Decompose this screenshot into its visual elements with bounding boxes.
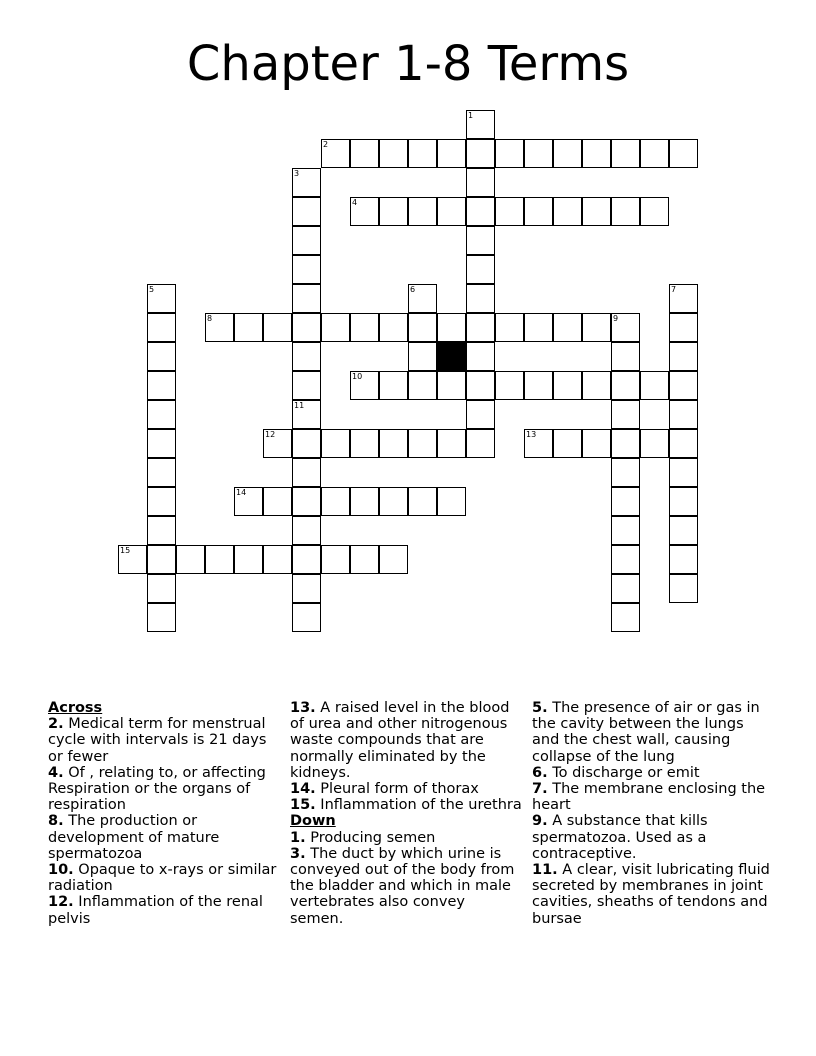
clue-number: 1 [468, 111, 474, 120]
grid-cell[interactable] [669, 429, 698, 458]
grid-cell[interactable] [553, 139, 582, 168]
clue-number: 4 [352, 198, 358, 207]
grid-cell[interactable] [611, 545, 640, 574]
down-header: Down [290, 813, 336, 830]
grid-cell[interactable] [292, 603, 321, 632]
grid-cell[interactable] [350, 371, 379, 400]
grid-cell[interactable] [292, 371, 321, 400]
grid-cell[interactable] [205, 313, 234, 342]
grid-cell[interactable] [669, 458, 698, 487]
grid-cell[interactable] [669, 284, 698, 313]
grid-cell[interactable] [263, 487, 292, 516]
grid-cell[interactable] [292, 516, 321, 545]
clue-down-11: 11. A clear, visit lubricating fluid secreted by membranes in joint cavities, sheaths of tendons and bursae [532, 862, 770, 927]
grid-cell[interactable] [611, 574, 640, 603]
grid-cell[interactable] [147, 603, 176, 632]
grid-cell[interactable] [147, 516, 176, 545]
grid-cell[interactable] [611, 487, 640, 516]
grid-cell[interactable] [495, 139, 524, 168]
grid-cell[interactable] [437, 313, 466, 342]
grid-cell[interactable] [466, 400, 495, 429]
grid-cell[interactable] [408, 139, 437, 168]
grid-cell[interactable] [379, 197, 408, 226]
grid-cell[interactable] [379, 371, 408, 400]
grid-cell[interactable] [466, 139, 495, 168]
grid-cell[interactable] [524, 313, 553, 342]
clue-down-5: 5. The presence of air or gas in the cavity between the lungs and the chest wall, causing collapse of the lung [532, 700, 760, 765]
grid-cell[interactable] [147, 371, 176, 400]
clues-column-2 [290, 700, 522, 927]
grid-cell[interactable] [669, 313, 698, 342]
grid-cell[interactable] [176, 545, 205, 574]
grid-cell[interactable] [408, 429, 437, 458]
grid-cell[interactable] [292, 487, 321, 516]
grid-cell[interactable] [611, 371, 640, 400]
grid-cell[interactable] [147, 342, 176, 371]
clue-number: 11 [294, 401, 305, 410]
clue-number: 3 [294, 169, 300, 178]
grid-cell[interactable] [321, 429, 350, 458]
grid-cell[interactable] [321, 487, 350, 516]
grid-cell[interactable] [524, 371, 553, 400]
grid-cell[interactable] [466, 284, 495, 313]
grid-cell[interactable] [466, 313, 495, 342]
grid-cell[interactable] [466, 429, 495, 458]
grid-cell[interactable] [147, 400, 176, 429]
grid-cell[interactable] [408, 487, 437, 516]
grid-cell[interactable] [263, 429, 292, 458]
grid-cell[interactable] [495, 371, 524, 400]
grid-cell[interactable] [379, 313, 408, 342]
grid-cell[interactable] [524, 429, 553, 458]
grid-cell[interactable] [669, 139, 698, 168]
grid-cell[interactable] [408, 197, 437, 226]
grid-cell[interactable] [263, 545, 292, 574]
grid-cell[interactable] [437, 139, 466, 168]
grid-cell[interactable] [350, 429, 379, 458]
clue-across-4: 4. Of , relating to, or affecting Respiration or the organs of respiration [48, 764, 266, 814]
clue-down-7: 7. The membrane enclosing the heart [532, 781, 766, 814]
across-header: Across [48, 700, 103, 716]
clue-number: 7 [671, 285, 677, 294]
grid-cell[interactable] [205, 545, 234, 574]
grid-cell[interactable] [350, 197, 379, 226]
grid-cell[interactable] [118, 545, 147, 574]
grid-cell[interactable] [466, 168, 495, 197]
grid-cell[interactable] [437, 487, 466, 516]
grid-cell[interactable] [524, 139, 553, 168]
grid-cell[interactable] [437, 429, 466, 458]
grid-cell[interactable] [669, 400, 698, 429]
grid-cell[interactable] [495, 197, 524, 226]
grid-cell[interactable] [669, 342, 698, 371]
grid-cell[interactable] [611, 603, 640, 632]
grid-cell[interactable] [292, 458, 321, 487]
grid-cell[interactable] [640, 371, 669, 400]
grid-cell[interactable] [147, 545, 176, 574]
grid-cell[interactable] [292, 574, 321, 603]
clue-down-6: 6. To discharge or emit [532, 764, 700, 781]
grid-cell[interactable] [350, 545, 379, 574]
grid-cell[interactable] [466, 255, 495, 284]
grid-cell[interactable] [582, 371, 611, 400]
grid-cell[interactable] [611, 139, 640, 168]
grid-cell[interactable] [553, 313, 582, 342]
clue-across-15: 15. Inflammation of the urethra [290, 797, 522, 814]
grid-cell[interactable] [466, 371, 495, 400]
clue-number: 8 [207, 314, 213, 323]
clue-down-9: 9. A substance that kills spermatozoa. Used as a contraceptive. [532, 813, 708, 862]
clues-column-3 [532, 700, 772, 927]
grid-cell[interactable] [553, 197, 582, 226]
grid-cell[interactable] [292, 545, 321, 574]
grid-cell[interactable] [350, 139, 379, 168]
grid-cell[interactable] [408, 284, 437, 313]
grid-cell[interactable] [495, 313, 524, 342]
grid-cell[interactable] [234, 313, 263, 342]
clue-down-1: 1. Producing semen [290, 829, 436, 846]
grid-cell[interactable] [292, 342, 321, 371]
grid-cell[interactable] [611, 458, 640, 487]
grid-cell[interactable] [379, 139, 408, 168]
clue-number: 10 [352, 372, 363, 381]
grid-cell[interactable] [466, 226, 495, 255]
grid-cell[interactable] [292, 400, 321, 429]
grid-cell[interactable] [640, 197, 669, 226]
grid-cell[interactable] [234, 487, 263, 516]
grid-cell[interactable] [292, 429, 321, 458]
clue-number: 15 [120, 546, 131, 555]
grid-cell[interactable] [379, 429, 408, 458]
clue-down-3: 3. The duct by which urine is conveyed out of the body from the bladder and which in male vertebrates also convey semen. [290, 845, 515, 927]
black-square [437, 342, 466, 371]
grid-cell[interactable] [321, 139, 350, 168]
grid-cell[interactable] [582, 429, 611, 458]
clue-across-12: 12. Inflammation of the renal pelvis [48, 894, 263, 927]
grid-cell[interactable] [379, 545, 408, 574]
grid-cell[interactable] [292, 255, 321, 284]
grid-cell[interactable] [640, 429, 669, 458]
grid-cell[interactable] [350, 313, 379, 342]
clue-number: 13 [526, 430, 537, 439]
grid-cell[interactable] [147, 284, 176, 313]
clue-across-2: 2. Medical term for menstrual cycle with intervals is 21 days or fewer [48, 716, 267, 765]
grid-cell[interactable] [669, 371, 698, 400]
grid-cell[interactable] [147, 313, 176, 342]
grid-cell[interactable] [466, 342, 495, 371]
clue-across-8: 8. The production or development of mature spermatozoa [48, 813, 220, 862]
grid-cell[interactable] [408, 342, 437, 371]
clue-number: 2 [323, 140, 329, 149]
grid-cell[interactable] [611, 313, 640, 342]
page-title: Chapter 1-8 Terms [186, 36, 630, 92]
grid-cell[interactable] [408, 371, 437, 400]
clue-number: 9 [613, 314, 619, 323]
grid-cell[interactable] [408, 313, 437, 342]
clues-column-1 [48, 700, 278, 927]
grid-cell[interactable] [611, 400, 640, 429]
grid-cell[interactable] [234, 545, 263, 574]
grid-cell[interactable] [321, 313, 350, 342]
clue-number: 14 [236, 488, 247, 497]
grid-cell[interactable] [147, 429, 176, 458]
grid-cell[interactable] [611, 516, 640, 545]
grid-cell[interactable] [669, 574, 698, 603]
grid-cell[interactable] [379, 487, 408, 516]
grid-cell[interactable] [292, 197, 321, 226]
grid-cell[interactable] [582, 313, 611, 342]
grid-cell[interactable] [263, 313, 292, 342]
grid-cell[interactable] [437, 197, 466, 226]
clue-across-10: 10. Opaque to x-rays or similar radiation [48, 862, 277, 895]
grid-cell[interactable] [611, 429, 640, 458]
clue-number: 6 [410, 285, 416, 294]
grid-cell[interactable] [582, 197, 611, 226]
grid-cell[interactable] [350, 487, 379, 516]
grid-cell[interactable] [524, 197, 553, 226]
grid-cell[interactable] [640, 139, 669, 168]
grid-cell[interactable] [611, 342, 640, 371]
grid-cell[interactable] [582, 139, 611, 168]
grid-cell[interactable] [292, 284, 321, 313]
grid-cell[interactable] [669, 516, 698, 545]
clue-number: 12 [265, 430, 276, 439]
grid-cell[interactable] [147, 458, 176, 487]
grid-cell[interactable] [553, 371, 582, 400]
grid-cell[interactable] [611, 197, 640, 226]
grid-cell[interactable] [147, 574, 176, 603]
grid-cell[interactable] [321, 545, 350, 574]
grid-cell[interactable] [466, 197, 495, 226]
clue-across-13: 13. A raised level in the blood of urea and other nitrogenous waste compounds that are normally eliminated by the kidneys. [290, 700, 510, 781]
grid-cell[interactable] [669, 487, 698, 516]
grid-cell[interactable] [553, 429, 582, 458]
grid-cell[interactable] [669, 545, 698, 574]
clue-across-14: 14. Pleural form of thorax [290, 781, 479, 798]
clue-number: 5 [149, 285, 155, 294]
grid-cell[interactable] [466, 110, 495, 139]
grid-cell[interactable] [147, 487, 176, 516]
grid-cell[interactable] [292, 226, 321, 255]
grid-cell[interactable] [437, 371, 466, 400]
grid-cell[interactable] [292, 313, 321, 342]
grid-cell[interactable] [292, 168, 321, 197]
